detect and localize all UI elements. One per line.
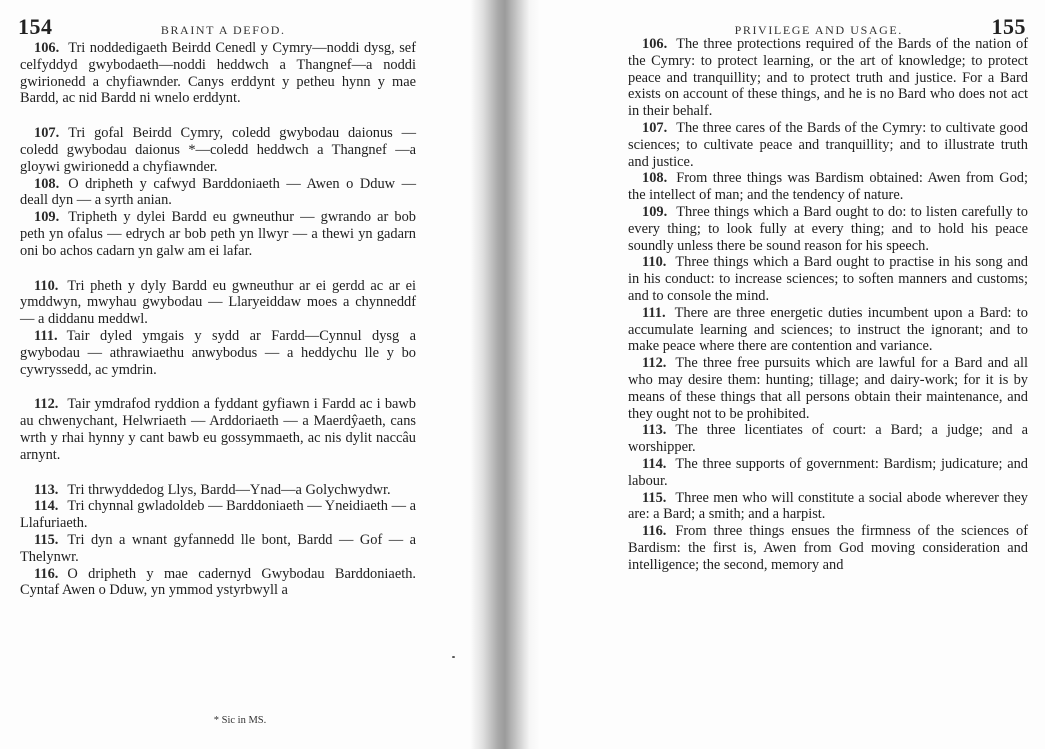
paragraph-113 — [20, 482, 416, 499]
left-running-head — [18, 14, 420, 40]
right-body-text — [628, 36, 1028, 574]
paragraph-114 — [628, 456, 1028, 490]
paragraph-110 — [20, 278, 416, 328]
paragraph-text: Three things which a Bard ought to practise in his song and in his conduct: to increase sciences; to soften manners and customs; and to console the mind. — [628, 254, 1028, 304]
paragraph-109 — [628, 204, 1028, 254]
paragraph-text: O dripheth y cafwyd Barddoniaeth — Awen o Dduw — deall dyn — a syrth anian. — [20, 175, 416, 209]
book-gutter-shadow — [470, 0, 540, 749]
paragraph-text: From three things was Bardism obtained: Awen from God; the intellect of man; and the tendency of nature. — [628, 170, 1028, 204]
paragraph-number: 109. — [642, 203, 668, 220]
paragraph-108 — [20, 176, 416, 210]
paragraph-text: Tri chynnal gwladoldeb — Barddoniaeth — Yneidiaeth — a Llafuriaeth. — [20, 498, 416, 532]
paragraph-115 — [628, 490, 1028, 524]
paragraph-112 — [20, 396, 416, 463]
paragraph-108 — [628, 170, 1028, 204]
paragraph-112 — [628, 355, 1028, 422]
paragraph-text: The three free pursuits which are lawful for a Bard and all who may desire them: hunting; tillage; and dairy-work; for it is by means of these things that all persons obtain their maintenance, and they ought not to be prohibited. — [628, 355, 1028, 422]
paragraph-text: Tri dyn a wnant gyfannedd lle bont, Bardd — Gof — a Thelynwr. — [20, 531, 416, 565]
paragraph-text: Tair ymdrafod ryddion a fyddant gyfiawn i Fardd ac i bawb au chwenychant, Helwriaeth — Arddoriaeth — a Maerdŷaeth, cans wrth y rhai hynny y cant bawb eu gossymmaeth, ac nis dylit naccâu arnynt. — [20, 396, 416, 463]
paragraph-number: 111. — [642, 304, 666, 321]
right-page-number: 155 — [991, 14, 1026, 39]
left-page-number: 154 — [18, 14, 53, 39]
paragraph-number: 114. — [34, 498, 59, 515]
footnote: * Sic in MS. — [213, 715, 267, 726]
paragraph-text: The three protections required of the Bards of the nation of the Cymry: to protect learning, or the art of knowledge; to protect peace and tranquillity; and to protect truth and justice. For a Bard exists on account of these things, and he is no Bard who does not act in their behalf. — [628, 36, 1028, 120]
print-speck — [452, 656, 455, 658]
paragraph-text: Tair dyled ymgais y sydd ar Fardd—Cynnul dysg a gwybodau — athrawiaethu anwybodus — a heddychu lle y bo cywryssedd, ac ymdrin. — [20, 327, 416, 378]
paragraph-114 — [20, 498, 416, 532]
paragraph-106 — [20, 40, 416, 107]
paragraph-number: 115. — [34, 531, 59, 548]
paragraph-text: The three licentiates of court: a Bard; a judge; and a worshipper. — [628, 422, 1028, 456]
paragraph-111 — [20, 328, 416, 378]
paragraph-text: Tri gofal Beirdd Cymry, coledd gwybodau daionus —coledd gwybodau daionus *—coledd heddwch a Thangnef —a gloywi gwirionedd a chyfiawnder. — [20, 125, 416, 175]
paragraph-number: 115. — [642, 489, 667, 506]
paragraph-number: 107. — [34, 125, 60, 142]
paragraph-109 — [20, 209, 416, 259]
paragraph-text: The three cares of the Bards of the Cymry: to cultivate good sciences; to cultivate peace and tranquillity; and to illustrate truth and justice. — [628, 119, 1028, 170]
paragraph-113 — [628, 422, 1028, 456]
paragraph-number: 116. — [34, 565, 59, 582]
paragraph-number: 113. — [34, 481, 59, 498]
paragraph-111 — [628, 305, 1028, 355]
paragraph-text: From three things ensues the firmness of the sciences of Bardism: the first is, Awen from God moving consideration and intelligence; the second, memory and — [628, 523, 1028, 573]
paragraph-number: 114. — [642, 455, 667, 472]
paragraph-number: 106. — [642, 36, 668, 52]
paragraph-number: 109. — [34, 209, 60, 226]
paragraph-number: 108. — [642, 170, 668, 187]
paragraph-number: 112. — [34, 396, 59, 413]
paragraph-text: O dripheth y mae cadernyd Gwybodau Barddoniaeth. Cyntaf Awen o Dduw, yn ymmod ystyrbwyll a — [20, 565, 416, 599]
paragraph-115 — [20, 532, 416, 566]
paragraph-text: There are three energetic duties incumbent upon a Bard: to accumulate learning and sciences; to instruct the ignorant; and to make peace where there are contention and variance. — [628, 304, 1028, 355]
paragraph-number: 110. — [642, 254, 667, 271]
paragraph-116 — [628, 523, 1028, 573]
paragraph-107 — [20, 125, 416, 175]
paragraph-116 — [20, 566, 416, 600]
left-running-title: BRAINT A DEFOD. — [160, 23, 286, 37]
paragraph-text: Tri thrwyddedog Llys, Bardd—Ynad—a Golychwydwr. — [67, 481, 391, 498]
paragraph-107 — [628, 120, 1028, 170]
paragraph-number: 110. — [34, 277, 59, 294]
paragraph-number: 112. — [642, 355, 667, 372]
paragraph-text: Three men who will constitute a social abode wherever they are: a Bard; a smith; and a harpist. — [628, 489, 1028, 523]
paragraph-110 — [628, 254, 1028, 304]
paragraph-text: Tri pheth y dyly Bardd eu gwneuthur ar ei gerdd ac ar ei ymddwyn, mwyhau gwybodau — Llaryeiddaw moes a chynneddf — a diddanu meddwl. — [20, 277, 416, 328]
right-running-title: PRIVILEGE AND USAGE. — [734, 23, 903, 37]
paragraph-106 — [628, 36, 1028, 120]
paragraph-number: 108. — [34, 175, 60, 192]
left-page — [0, 0, 480, 749]
right-page — [560, 0, 1045, 749]
paragraph-number: 107. — [642, 119, 668, 136]
left-body-text — [20, 40, 416, 599]
paragraph-number: 106. — [34, 40, 60, 56]
paragraph-number: 113. — [642, 422, 667, 439]
paragraph-number: 116. — [642, 523, 667, 540]
paragraph-text: Three things which a Bard ought to do: to listen carefully to every thing; to look fully at every thing; and to hold his peace soundly unless there be sound reason for his speech. — [628, 203, 1028, 254]
paragraph-text: Tripheth y dylei Bardd eu gwneuthur — gwrando ar bob peth yn ofalus — edrych ar bob peth yn llwyr — a thewi yn gadarn oni bo achos cadarn yn galw am ei lafar. — [20, 209, 416, 259]
paragraph-text: Tri noddedigaeth Beirdd Cenedl y Cymry—noddi dysg, sef celfyddyd gwybodaeth—noddi heddwch a Thangnef—a noddi gwirionedd a chyfiawnder. Canys erddynt y petheu hynn y mae Bardd, ac nid Bardd ni wnelo erddynt. — [20, 40, 416, 107]
paragraph-text: The three supports of government: Bardism; judicature; and labour. — [628, 455, 1028, 489]
paragraph-number: 111. — [34, 327, 58, 344]
